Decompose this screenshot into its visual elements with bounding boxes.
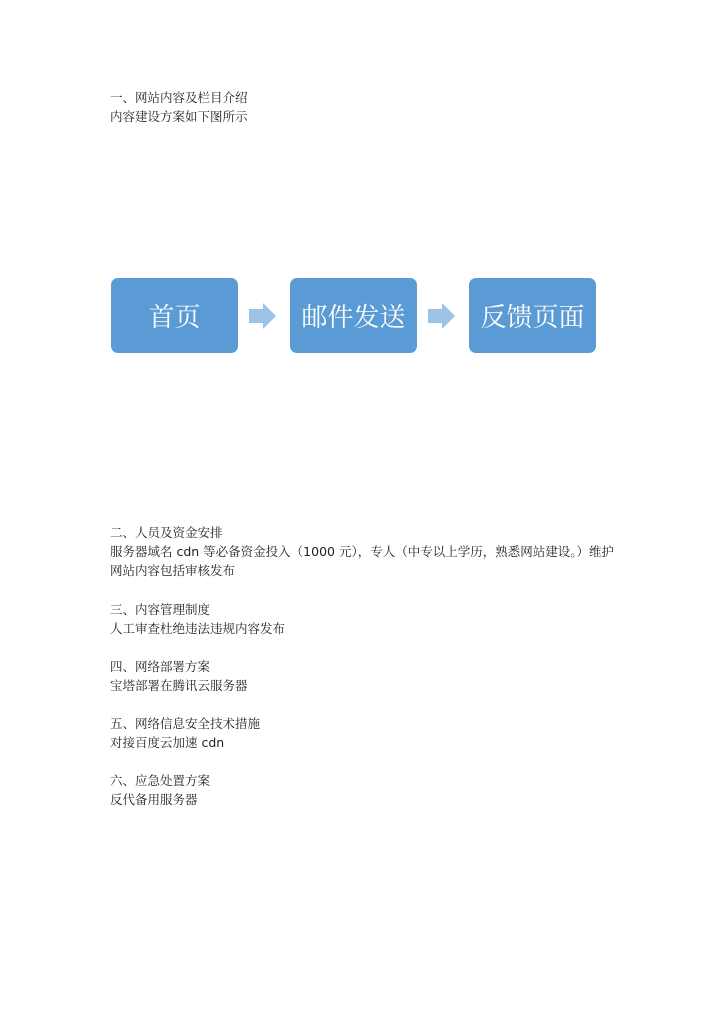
section-5-body: 对接百度云加速 cdn bbox=[110, 735, 225, 750]
section-4-heading: 四、网络部署方案 bbox=[110, 659, 211, 674]
flow-step-email: 邮件发送 bbox=[290, 278, 417, 353]
flow-step-feedback: 反馈页面 bbox=[469, 278, 596, 353]
flow-arrow-1 bbox=[249, 302, 277, 330]
section-1-body: 内容建设方案如下图所示 bbox=[110, 109, 248, 124]
section-5-heading: 五、网络信息安全技术措施 bbox=[110, 716, 261, 731]
flow-arrow-2 bbox=[428, 302, 456, 330]
section-3-heading: 三、内容管理制度 bbox=[110, 602, 211, 617]
section-2-body-line-2: 网站内容包括审核发布 bbox=[110, 563, 236, 578]
flow-step-home: 首页 bbox=[111, 278, 238, 353]
section-6-heading: 六、应急处置方案 bbox=[110, 773, 211, 788]
section-2-heading: 二、人员及资金安排 bbox=[110, 525, 223, 540]
section-6-body: 反代备用服务器 bbox=[110, 792, 198, 807]
section-1-heading: 一、网站内容及栏目介绍 bbox=[110, 90, 248, 105]
section-4-body: 宝塔部署在腾讯云服务器 bbox=[110, 678, 248, 693]
section-3-body: 人工审查杜绝违法违规内容发布 bbox=[110, 621, 286, 636]
section-2-body-line-1: 服务器域名 cdn 等必备资金投入（1000 元），专人（中专以上学历，熟悉网站建设。）维护 bbox=[110, 544, 614, 559]
